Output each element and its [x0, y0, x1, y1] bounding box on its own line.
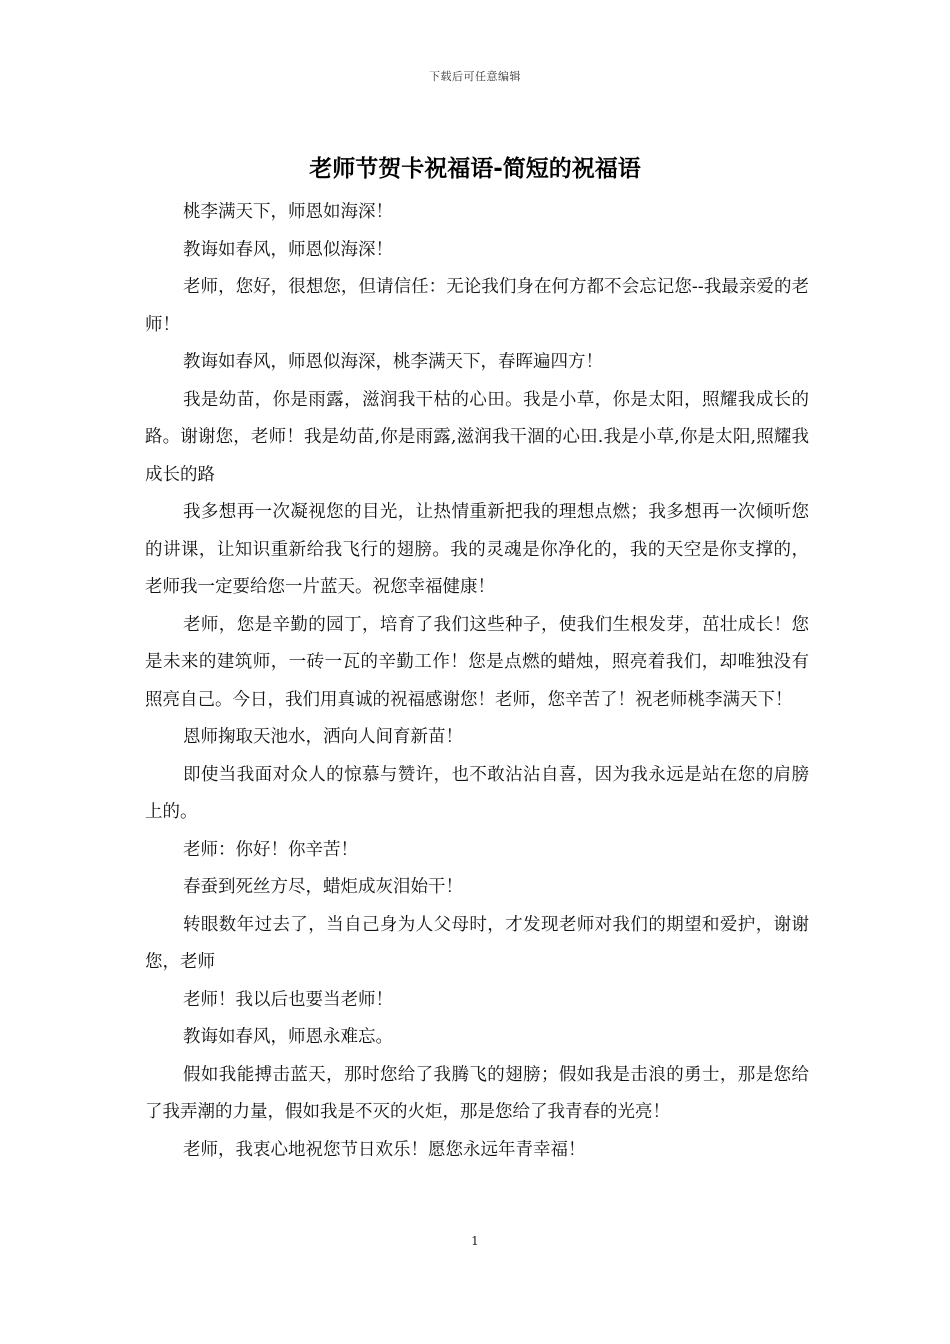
paragraph: 老师，您好，很想您，但请信任：无论我们身在何方都不会忘记您--我最亲爱的老师！ [145, 277, 809, 335]
paragraph: 即使当我面对众人的惊慕与赞许，也不敢沾沾自喜，因为我永远是站在您的肩膀上的。 [145, 764, 809, 822]
paragraph: 转眼数年过去了，当自己身为人父母时，才发现老师对我们的期望和爱护，谢谢您，老师 [145, 914, 809, 972]
header-note: 下载后可任意编辑 [429, 70, 521, 83]
document-body [145, 194, 809, 1169]
document-title: 老师节贺卡祝福语-简短的祝福语 [309, 156, 641, 182]
paragraph: 我多想再一次凝视您的目光，让热情重新把我的理想点燃；我多想再一次倾听您的讲课，让知识重新给我飞行的翅膀。我的灵魂是你净化的，我的天空是你支撑的，老师我一定要给您一片蓝天。祝您幸福健康！ [145, 502, 809, 597]
paragraph: 恩师掬取天池水，洒向人间育新苗！ [183, 727, 463, 747]
paragraph: 教诲如春风，师恩似海深，桃李满天下，春晖遍四方！ [183, 352, 603, 372]
paragraph: 老师：你好！你辛苦！ [183, 839, 358, 860]
paragraph: 我是幼苗，你是雨露，滋润我干枯的心田。我是小草，你是太阳，照耀我成长的路。谢谢您，老师！我是幼苗,你是雨露,滋润我干涸的心田.我是小草,你是太阳,照耀我成长的路 [145, 389, 809, 485]
page-number: 1 [471, 1234, 479, 1248]
paragraph: 老师！我以后也要当老师！ [183, 989, 393, 1010]
paragraph: 春蚕到死丝方尽，蜡炬成灰泪始干！ [183, 877, 463, 897]
paragraph: 教诲如春风，师恩永难忘。 [183, 1027, 393, 1047]
paragraph: 假如我能搏击蓝天，那时您给了我腾飞的翅膀；假如我是击浪的勇士，那是您给了我弄潮的力量，假如我是不灭的火炬，那是您给了我青春的光亮！ [145, 1064, 809, 1122]
paragraph: 老师，我衷心地祝您节日欢乐！愿您永远年青幸福！ [183, 1139, 586, 1160]
paragraph: 桃李满天下，师恩如海深！ [183, 202, 393, 222]
paragraph: 教诲如春风，师恩似海深！ [183, 239, 393, 260]
paragraph: 老师，您是辛勤的园丁，培育了我们这些种子，使我们生根发芽，茁壮成长！您是未来的建筑师，一砖一瓦的辛勤工作！您是点燃的蜡烛，照亮着我们，却唯独没有照亮自己。今日，我们用真诚的祝福感谢您！老师，您辛苦了！祝老师桃李满天下！ [145, 614, 809, 710]
